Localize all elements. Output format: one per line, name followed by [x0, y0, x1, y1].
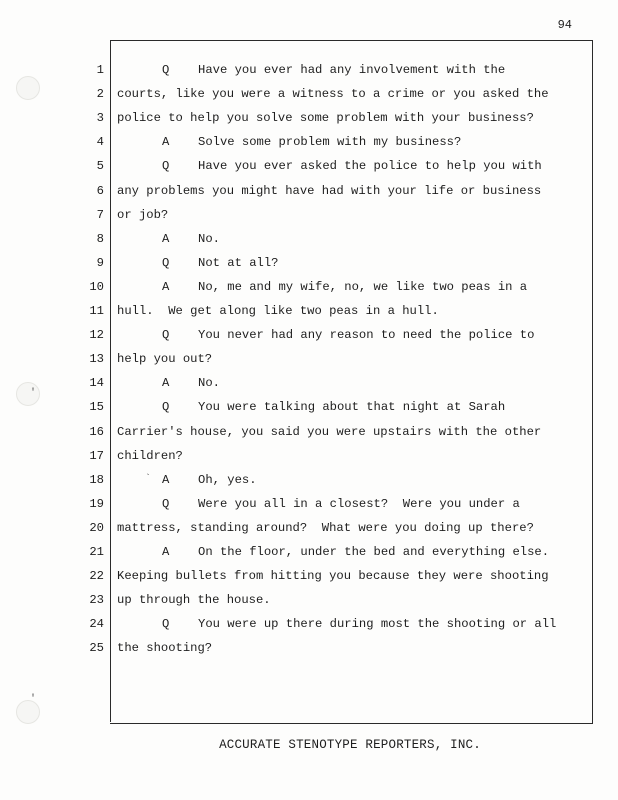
line-text: Carrier's house, you said you were upstairs with the other [117, 424, 542, 439]
line-number: 5 [96, 159, 104, 174]
line-text: No, me and my wife, no, we like two peas in a [198, 279, 528, 294]
line-text: No. [198, 376, 220, 391]
line-text: You never had any reason to need the police to [198, 328, 535, 343]
transcript-line [0, 323, 618, 347]
line-number: 17 [89, 448, 104, 463]
line-number: 11 [89, 304, 104, 318]
line-text: Have you ever asked the police to help you with [198, 159, 542, 174]
line-text: Not at all? [198, 255, 279, 270]
transcript-line [0, 179, 618, 203]
speaker-label: Q [162, 328, 170, 343]
scan-speck: ' [30, 694, 37, 705]
transcript-line [0, 564, 618, 588]
speaker-label: Q [162, 255, 170, 270]
transcript-line [0, 636, 618, 660]
line-text: Oh, yes. [198, 472, 257, 487]
line-text: the shooting? [117, 641, 213, 656]
scan-speck: ' [30, 388, 37, 399]
line-text: help you out? [117, 352, 213, 367]
transcript-line [0, 299, 618, 323]
line-text: Were you all in a closest? Were you under a [198, 496, 520, 511]
transcript-line [0, 347, 618, 371]
speaker-label: A [162, 472, 170, 487]
transcript-line [0, 588, 618, 612]
line-number: 20 [89, 520, 104, 535]
transcript-line [0, 444, 618, 468]
line-text: On the floor, under the bed and everything else. [198, 545, 550, 559]
transcript-line [0, 227, 618, 251]
speaker-label: Q [162, 496, 170, 511]
footer-reporter-name: ACCURATE STENOTYPE REPORTERS, INC. [219, 738, 481, 752]
transcript-line [0, 106, 618, 130]
line-number: 7 [96, 207, 104, 222]
line-text: any problems you might have had with your life or business [117, 183, 542, 198]
speaker-label: Q [162, 159, 170, 174]
line-number: 10 [89, 279, 104, 294]
line-text: children? [117, 448, 183, 463]
line-text: No. [198, 231, 220, 246]
line-text: hull. We get along like two peas in a hull. [117, 304, 439, 318]
transcript-line [0, 468, 618, 492]
speaker-label: Q [162, 400, 170, 415]
line-text: or job? [117, 207, 169, 222]
transcript-line [0, 58, 618, 82]
transcript-line [0, 130, 618, 154]
speaker-label: A [162, 376, 170, 391]
transcript-line [0, 82, 618, 106]
transcript-line [0, 371, 618, 395]
speaker-label: A [162, 135, 170, 150]
line-number: 8 [96, 231, 104, 246]
line-number: 25 [89, 641, 104, 656]
line-number: 4 [96, 135, 104, 150]
line-number: 12 [89, 328, 104, 343]
speaker-label: A [162, 231, 170, 246]
transcript-line [0, 275, 618, 299]
line-number: 1 [96, 63, 104, 77]
line-text: courts, like you were a witness to a crime or you asked the [117, 87, 549, 102]
speaker-label: A [162, 545, 170, 559]
line-number: 2 [96, 87, 104, 102]
line-text: mattress, standing around? What were you doing up there? [117, 520, 534, 535]
transcript-line [0, 395, 618, 419]
transcript-line [0, 492, 618, 516]
line-text: up through the house. [117, 593, 271, 608]
line-text: You were talking about that night at Sarah [198, 400, 506, 415]
line-number: 16 [89, 424, 104, 439]
speaker-label: Q [162, 617, 170, 632]
line-text: You were up there during most the shooting or all [198, 617, 557, 632]
line-text: police to help you solve some problem with your business? [117, 111, 534, 126]
line-number: 6 [96, 183, 104, 198]
line-number: 9 [96, 255, 104, 270]
transcript-line [0, 540, 618, 564]
line-number: 24 [89, 617, 104, 632]
page-number: 94 [557, 18, 572, 32]
line-number: 14 [89, 376, 104, 391]
line-number: 3 [96, 111, 104, 126]
transcript-line [0, 203, 618, 227]
speaker-label: A [162, 279, 170, 294]
line-text: Have you ever had any involvement with the [198, 63, 506, 77]
line-number: 13 [89, 352, 104, 367]
speaker-label: Q [162, 63, 170, 77]
line-number: 23 [89, 593, 104, 608]
line-text: Keeping bullets from hitting you because they were shooting [117, 569, 549, 584]
transcript-line [0, 251, 618, 275]
line-text: Solve some problem with my business? [198, 135, 462, 150]
line-number: 15 [89, 400, 104, 415]
transcript-line [0, 154, 618, 178]
line-number: 22 [89, 569, 104, 584]
transcript-line [0, 420, 618, 444]
line-number: 18 [89, 472, 104, 487]
line-number: 19 [89, 496, 104, 511]
transcript-line [0, 516, 618, 540]
scan-speck: ` [145, 474, 152, 485]
transcript-line [0, 612, 618, 636]
punch-hole-bottom [16, 700, 40, 724]
line-number: 21 [89, 545, 104, 559]
